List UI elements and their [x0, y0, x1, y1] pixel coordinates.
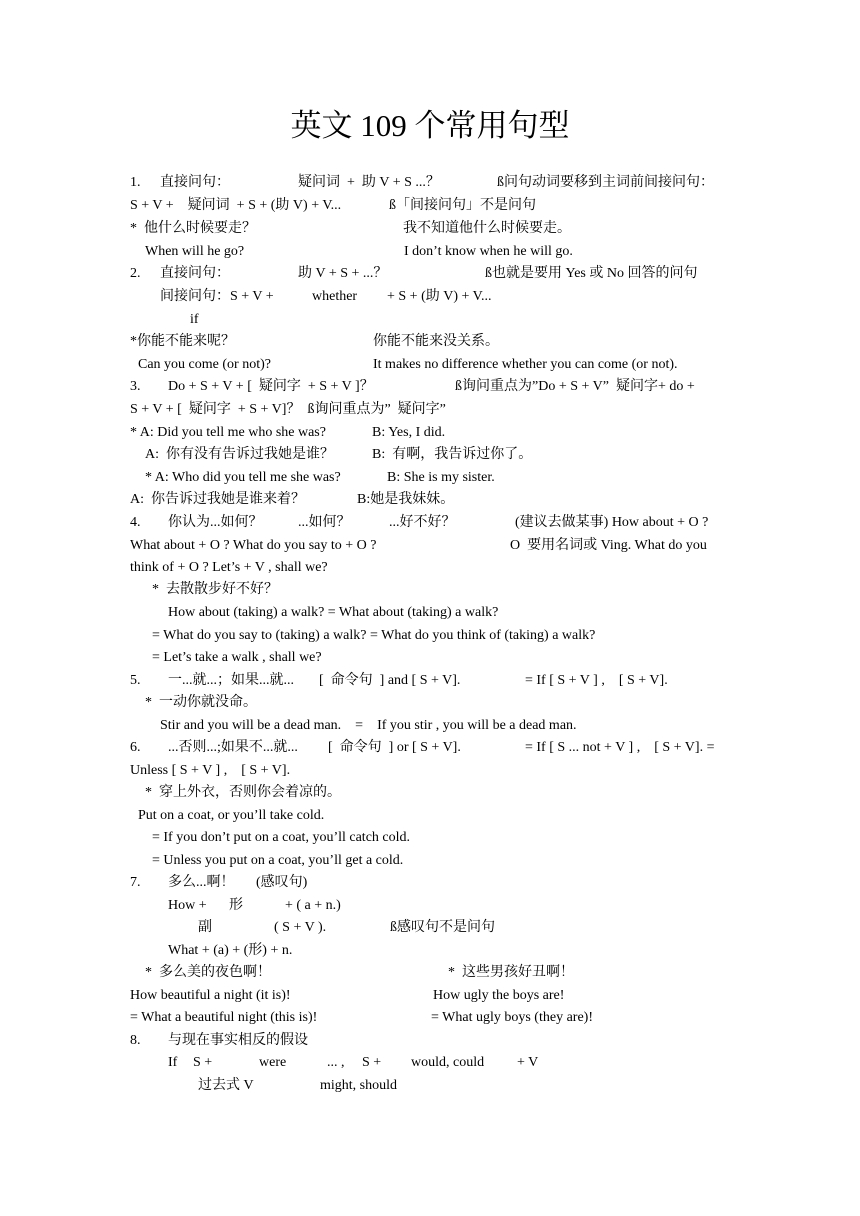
- text-line-6-segment-2: whether: [312, 289, 358, 304]
- text-line-15-segment-1: A: 你告诉过我她是谁来着？: [130, 492, 305, 507]
- text-line-12-segment-2: B: Yes, I did.: [372, 425, 446, 440]
- text-line-9-segment-2: It makes no difference whether you can come (or not).: [373, 357, 678, 372]
- text-line-16-segment-2: 你认为...如何？: [168, 515, 263, 530]
- text-line-9-segment-1: Can you come (or not)?: [138, 357, 271, 372]
- text-line-4-segment-1: When will he go?: [145, 244, 245, 259]
- text-line-1-segment-2: 直接问句：: [160, 175, 230, 190]
- text-line-23-segment-4: = If [ S + V ] , [ S + V].: [525, 673, 668, 688]
- text-line-34-segment-3: ß感叹句不是问句: [390, 920, 495, 935]
- text-line-17-segment-2: O 要用名词或 Ving. What do you: [510, 538, 707, 553]
- text-line-16-segment-5: (建议去做某事) How about + O ?: [515, 515, 709, 530]
- text-line-36-segment-2: * 这些男孩好丑啊！: [448, 965, 574, 980]
- text-line-3-segment-1: * 他什么时候要走？: [130, 221, 256, 236]
- text-line-33-segment-2: 形: [229, 898, 243, 913]
- text-line-40-segment-2: S +: [193, 1055, 213, 1070]
- text-line-14-segment-1: * A: Who did you tell me she was?: [145, 470, 341, 485]
- text-line-40-segment-3: were: [259, 1055, 287, 1070]
- text-line-18-segment-1: think of + O ? Let’s + V , shall we?: [130, 560, 328, 575]
- text-line-8-segment-2: 你能不能来没关系。: [373, 334, 499, 349]
- text-line-26-segment-2: ...否则...;如果不...就...: [168, 740, 298, 755]
- text-line-41-segment-2: might, should: [320, 1078, 398, 1093]
- text-line-10-segment-3: ß询问重点为”Do + S + V” 疑问字+ do +: [455, 379, 695, 394]
- text-line-41-segment-1: 过去式 V: [198, 1078, 254, 1093]
- text-line-37-segment-2: How ugly the boys are!: [433, 988, 565, 1003]
- text-line-34-segment-2: ( S + V ).: [274, 920, 327, 935]
- text-line-11-segment-1: S + V + [ 疑问字 + S + V]？ ß询问重点为” 疑问字”: [130, 402, 446, 417]
- text-line-4-segment-2: I don’t know when he will go.: [404, 244, 573, 259]
- text-line-30-segment-1: = If you don’t put on a coat, you’ll catch cold.: [152, 830, 411, 845]
- text-line-16-segment-1: 4.: [130, 515, 141, 530]
- text-line-16-segment-4: ...好不好？: [389, 515, 456, 530]
- text-line-8-segment-1: *你能不能来呢？: [130, 334, 235, 349]
- text-line-36-segment-1: * 多么美的夜色啊！: [145, 965, 271, 980]
- text-line-32-segment-1: 7.: [130, 875, 141, 890]
- text-line-32-segment-2: 多么...啊！: [168, 875, 235, 890]
- text-line-40-segment-4: ... ,: [327, 1055, 345, 1070]
- text-line-2-segment-2: ß「间接问句」不是问句: [389, 198, 536, 213]
- text-line-39-segment-1: 8.: [130, 1033, 141, 1048]
- text-line-33-segment-3: + ( a + n.): [285, 898, 341, 913]
- text-line-14-segment-2: B: She is my sister.: [387, 470, 495, 485]
- text-line-32-segment-3: (感叹句): [256, 875, 308, 890]
- text-line-39-segment-2: 与现在事实相反的假设: [168, 1033, 308, 1048]
- text-line-28-segment-1: * 穿上外衣，否则你会着凉的。: [145, 785, 341, 800]
- text-line-13-segment-1: A: 你有没有告诉过我她是谁？: [145, 447, 334, 462]
- text-line-2-segment-1: S + V + 疑问词 + S + (助 V) + V...: [130, 198, 342, 213]
- text-line-5-segment-1: 2.: [130, 266, 141, 281]
- text-line-37-segment-1: How beautiful a night (it is)!: [130, 988, 291, 1003]
- text-line-10-segment-2: Do + S + V + [ 疑问字 + S + V ]？: [168, 379, 374, 394]
- text-line-29-segment-1: Put on a coat, or you’ll take cold.: [138, 808, 325, 823]
- text-line-3-segment-2: 我不知道他什么时候要走。: [403, 221, 571, 236]
- text-line-27-segment-1: Unless [ S + V ] , [ S + V].: [130, 763, 291, 778]
- text-line-23-segment-1: 5.: [130, 673, 141, 688]
- text-line-19-segment-1: * 去散散步好不好？: [152, 582, 278, 597]
- text-line-6-segment-3: + S + (助 V) + V...: [387, 289, 492, 304]
- text-line-23-segment-3: [ 命令句 ] and [ S + V].: [319, 673, 461, 688]
- text-line-15-segment-2: B:她是我妹妹。: [357, 492, 455, 507]
- text-line-25-segment-1: Stir and you will be a dead man. = If you stir , you will be a dead man.: [160, 718, 577, 733]
- text-line-5-segment-4: ß也就是要用 Yes 或 No 回答的问句: [485, 266, 698, 281]
- text-line-10-segment-1: 3.: [130, 379, 141, 394]
- text-line-24-segment-1: * 一动你就没命。: [145, 695, 257, 710]
- text-line-12-segment-1: * A: Did you tell me who she was?: [130, 425, 326, 440]
- text-line-20-segment-1: How about (taking) a walk? = What about (taking) a walk?: [168, 605, 499, 620]
- text-line-7-segment-1: if: [190, 312, 199, 327]
- text-line-35-segment-1: What + (a) + (形) + n.: [168, 943, 293, 958]
- text-line-33-segment-1: How +: [168, 898, 207, 913]
- text-line-1-segment-1: 1.: [130, 175, 141, 190]
- page-title: 英文 109 个常用句型: [290, 108, 570, 143]
- text-line-38-segment-2: = What ugly boys (they are)!: [431, 1010, 593, 1025]
- text-line-40-segment-6: would, could: [411, 1055, 485, 1070]
- text-line-21-segment-1: = What do you say to (taking) a walk? = What do you think of (taking) a walk?: [152, 628, 596, 643]
- text-line-1-segment-3: 疑问词 + 助 V + S ...？: [298, 175, 440, 190]
- text-line-6-segment-1: 间接问句：S + V +: [160, 289, 274, 304]
- text-line-26-segment-1: 6.: [130, 740, 141, 755]
- text-line-34-segment-1: 副: [198, 920, 212, 935]
- text-line-5-segment-2: 直接问句：: [160, 266, 230, 281]
- text-line-5-segment-3: 助 V + S + ...？: [298, 266, 388, 281]
- text-line-16-segment-3: ...如何？: [298, 515, 351, 530]
- text-line-23-segment-2: 一...就...；如果...就...: [168, 673, 294, 688]
- text-line-40-segment-5: S +: [362, 1055, 382, 1070]
- text-line-13-segment-2: B: 有啊，我告诉过你了。: [372, 447, 533, 462]
- text-line-40-segment-7: + V: [517, 1055, 539, 1070]
- text-line-26-segment-4: = If [ S ... not + V ] , [ S + V]. =: [525, 740, 715, 755]
- text-line-22-segment-1: = Let’s take a walk , shall we?: [152, 650, 322, 665]
- text-line-40-segment-1: If: [168, 1055, 178, 1070]
- text-line-1-segment-4: ß问句动词要移到主词前间接问句：: [497, 175, 714, 190]
- text-line-31-segment-1: = Unless you put on a coat, you’ll get a cold.: [152, 853, 404, 868]
- text-line-26-segment-3: [ 命令句 ] or [ S + V].: [328, 740, 461, 755]
- text-line-17-segment-1: What about + O ? What do you say to + O ?: [130, 538, 377, 553]
- text-line-38-segment-1: = What a beautiful night (this is)!: [130, 1010, 318, 1025]
